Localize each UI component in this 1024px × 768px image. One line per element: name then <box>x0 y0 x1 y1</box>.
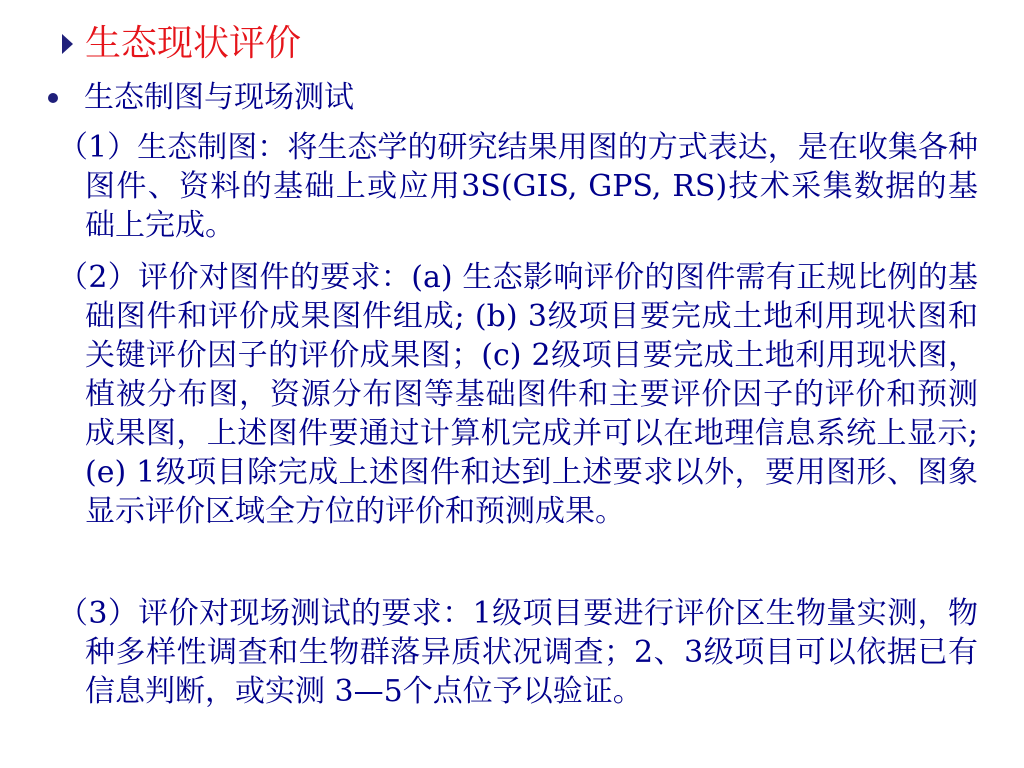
bullet-item <box>48 78 354 118</box>
bullet-text: 生态制图与现场测试 <box>84 80 354 115</box>
title-row <box>62 22 301 66</box>
paragraph-2: （2）评价对图件的要求：(a) 生态影响评价的图件需有正规比例的基础图件和评价成果图件组成; (b) 3级项目要完成土地利用现状图和关键评价因子的评价成果图；(c) 2级项目要完成土地利用现状图，植被分布图，资源分布图等基础图件和主要评价因子的评价和预测成果图，上述图件要通过计算机完成并可以在地理信息系统上显示; (e) 1级项目除完成上述图件和达到上述要求以外，要用图形、图象显示评价区域全方位的评价和预测成果。 <box>58 260 978 529</box>
paragraph-3: （3）评价对现场测试的要求：1级项目要进行评价区生物量实测，物种多样性调查和生物群落异质状况调查；2、3级项目可以依据已有信息判断，或实测 3—5个点位予以验证。 <box>58 596 978 709</box>
bullet-dot-icon <box>48 93 58 103</box>
paragraph-1: （1）生态制图：将生态学的研究结果用图的方式表达，是在收集各种图件、资料的基础上或应用3S(GIS, GPS, RS)技术采集数据的基础上完成。 <box>58 130 978 243</box>
triangle-right-icon <box>62 34 73 54</box>
slide-title: 生态现状评价 <box>85 23 302 64</box>
